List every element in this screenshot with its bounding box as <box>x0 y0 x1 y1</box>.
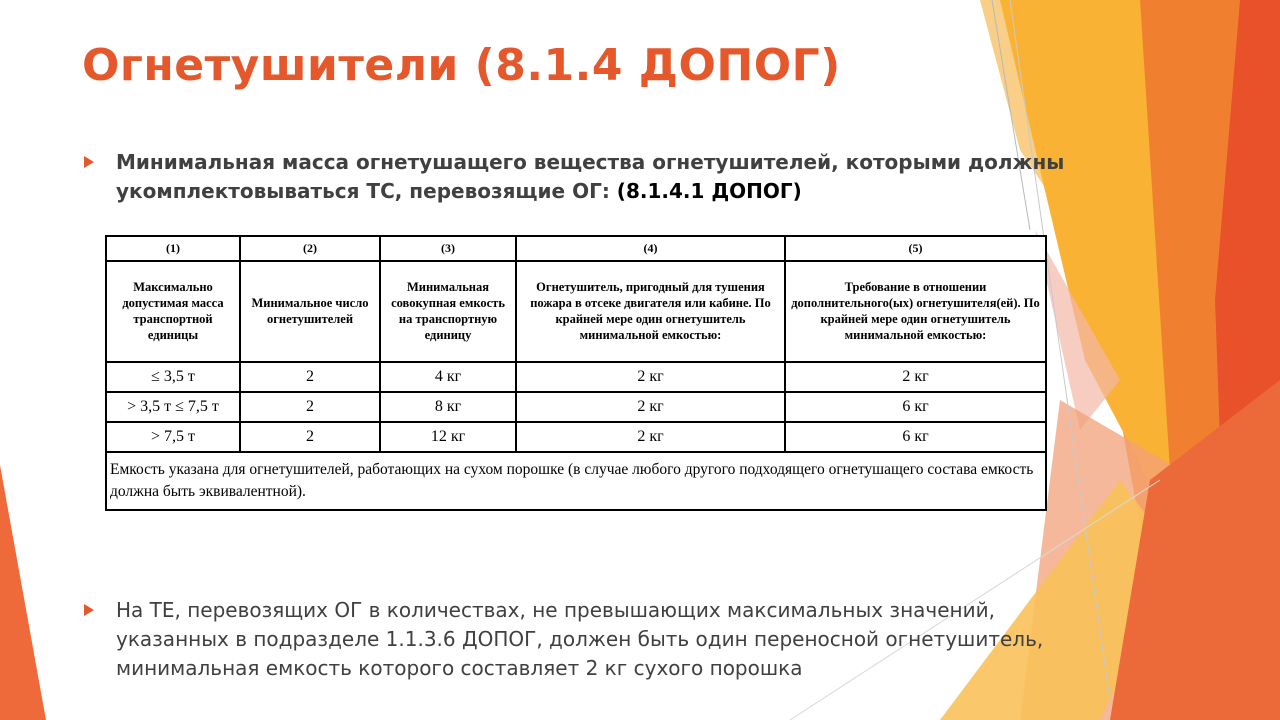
table-row <box>106 362 1046 392</box>
column-number: (4) <box>516 236 785 261</box>
table-note-row <box>106 452 1046 510</box>
table-row <box>106 392 1046 422</box>
column-number: (2) <box>240 236 380 261</box>
triangle-bullet-icon <box>84 156 94 168</box>
column-number-row <box>106 236 1046 261</box>
table-cell: > 3,5 т ≤ 7,5 т <box>106 392 240 422</box>
bullet-1-reference: (8.1.4.1 ДОПОГ) <box>616 179 802 203</box>
left-orange-shape <box>0 465 46 720</box>
table-cell: 8 кг <box>380 392 516 422</box>
table-cell: 2 кг <box>785 362 1046 392</box>
table-cell: 6 кг <box>785 392 1046 422</box>
bullet-1-text: Минимальная масса огнетушащего вещества огнетушителей, которыми должны укомплектовываться ТС, перевозящие ОГ: <box>116 150 1065 203</box>
table-header-row <box>106 261 1046 362</box>
column-header: Огнетушитель, пригодный для тушения пожара в отсеке двигателя или кабине. По крайней мере один огнетушитель минимальной емкостью: <box>516 261 785 362</box>
column-header: Максимально допустимая масса транспортной единицы <box>106 261 240 362</box>
table-cell: 2 <box>240 422 380 452</box>
bullet-2-text: На ТЕ, перевозящих ОГ в количествах, не превышающих максимальных значений, указанных в подразделе 1.1.3.6 ДОПОГ, должен быть один переносной огнетушитель, минимальная емкость которого составляет 2 кг сухого порошка <box>116 598 1044 680</box>
table-cell: 4 кг <box>380 362 516 392</box>
table-cell: 2 кг <box>516 422 785 452</box>
column-header: Минимальная совокупная емкость на транспортную единицу <box>380 261 516 362</box>
table-note: Емкость указана для огнетушителей, работающих на сухом порошке (в случае любого другого подходящего огнетушащего состава емкость должна быть эквивалентной). <box>106 452 1046 510</box>
triangle-bullet-icon <box>84 604 94 616</box>
table-cell: 2 кг <box>516 362 785 392</box>
table-cell: 6 кг <box>785 422 1046 452</box>
bullet-point-2 <box>84 596 1084 683</box>
column-number: (1) <box>106 236 240 261</box>
table-cell: 2 <box>240 362 380 392</box>
extinguisher-requirements-table <box>105 235 1047 511</box>
column-number: (3) <box>380 236 516 261</box>
column-header: Требование в отношении дополнительного(ых) огнетушителя(ей). По крайней мере один огнетушитель минимальной емкостью: <box>785 261 1046 362</box>
table-row <box>106 422 1046 452</box>
slide-title: Огнетушители (8.1.4 ДОПОГ) <box>82 40 841 91</box>
bullet-1-text-block <box>116 148 1074 206</box>
table-cell: ≤ 3,5 т <box>106 362 240 392</box>
column-header: Минимальное число огнетушителей <box>240 261 380 362</box>
table-cell: 2 <box>240 392 380 422</box>
table-cell: 2 кг <box>516 392 785 422</box>
column-number: (5) <box>785 236 1046 261</box>
table-cell: 12 кг <box>380 422 516 452</box>
bullet-point-1 <box>84 148 1074 206</box>
table-cell: > 7,5 т <box>106 422 240 452</box>
